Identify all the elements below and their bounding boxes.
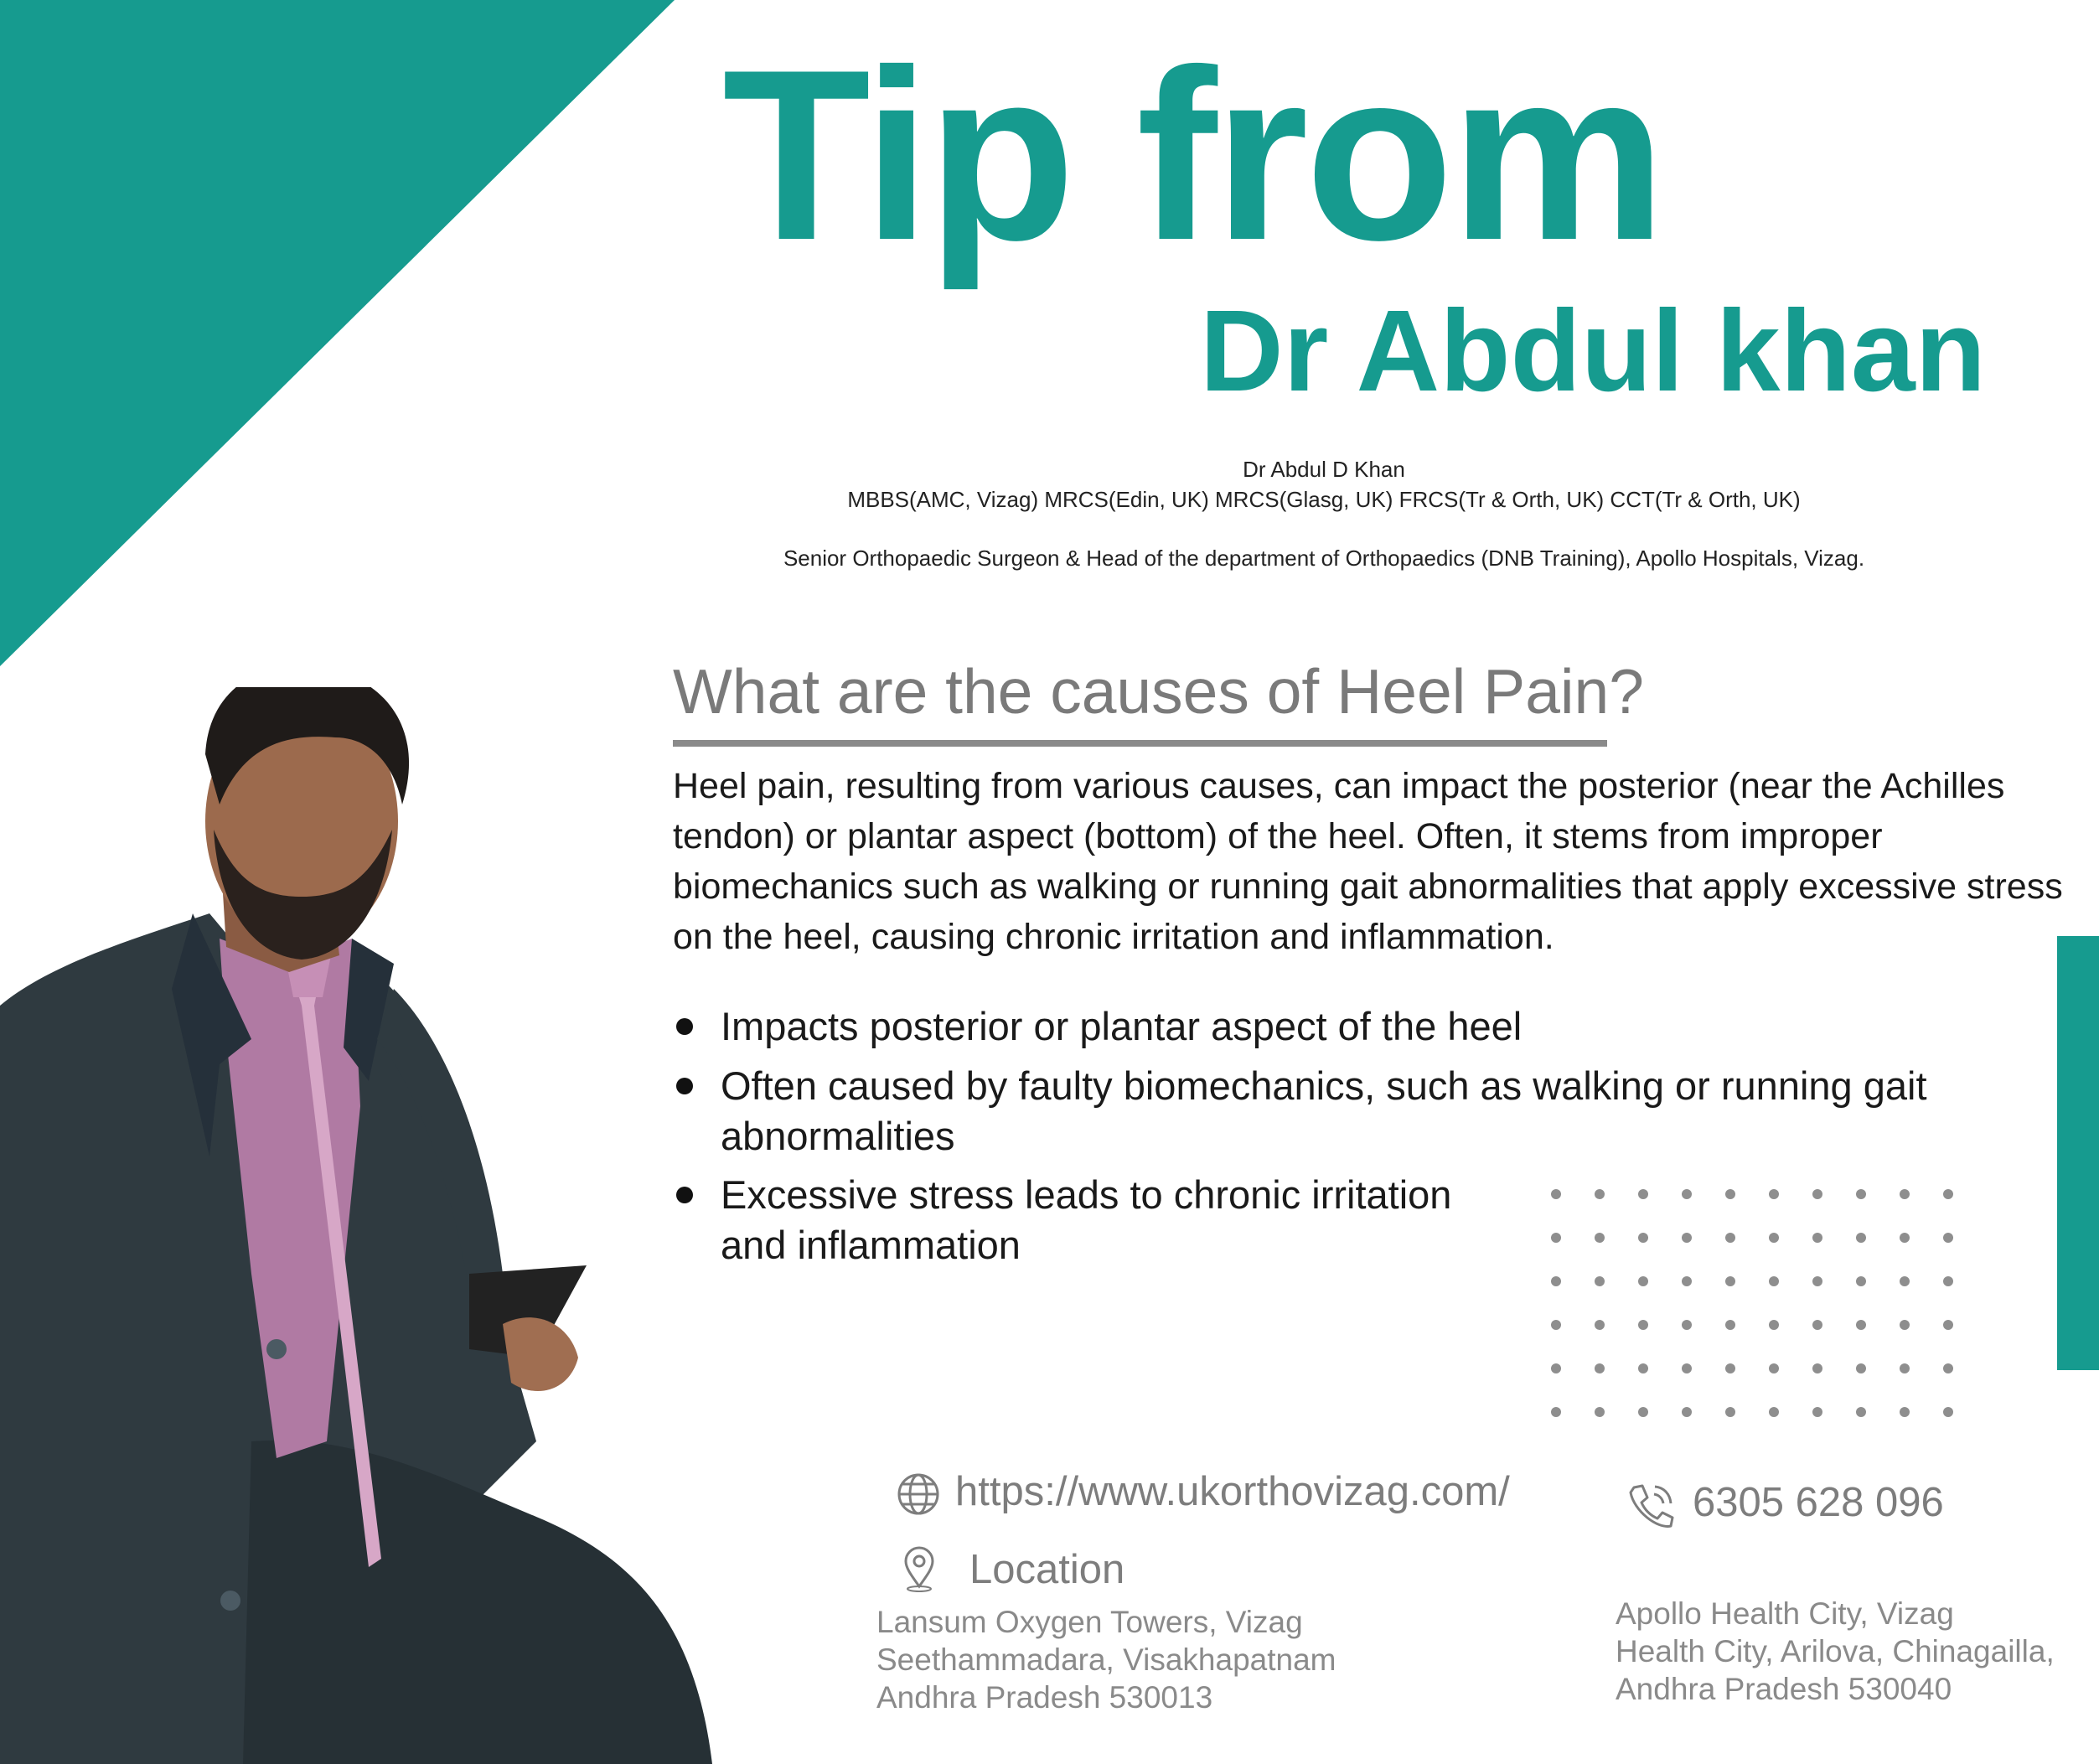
grid-dot bbox=[1725, 1189, 1735, 1199]
grid-dot bbox=[1682, 1320, 1692, 1330]
grid-dot bbox=[1769, 1233, 1779, 1243]
grid-dot bbox=[1638, 1363, 1648, 1373]
grid-dot bbox=[1943, 1233, 1953, 1243]
grid-dot bbox=[1943, 1276, 1953, 1286]
address-line: Andhra Pradesh 530040 bbox=[1616, 1672, 1952, 1706]
grid-dot bbox=[1812, 1233, 1822, 1243]
grid-dot bbox=[1551, 1363, 1561, 1373]
grid-dot bbox=[1769, 1407, 1779, 1417]
doctor-qualifications: MBBS(AMC, Vizag) MRCS(Edin, UK) MRCS(Glasg, UK) FRCS(Tr & Orth, UK) CCT(Tr & Orth, UK) bbox=[847, 487, 1801, 512]
grid-dot bbox=[1595, 1363, 1605, 1373]
title-line-1: Tip from bbox=[722, 19, 1663, 291]
grid-dot bbox=[1551, 1407, 1561, 1417]
grid-dot bbox=[1900, 1407, 1910, 1417]
grid-dot bbox=[1682, 1407, 1692, 1417]
grid-dot bbox=[1595, 1407, 1605, 1417]
phone-number[interactable]: 6305 628 096 bbox=[1693, 1480, 1944, 1525]
grid-dot bbox=[1551, 1189, 1561, 1199]
article-intro: Heel pain, resulting from various causes, can impact the posterior (near the Achilles tendon) or plantar aspect (bottom) of the heel. Often, it stems from improper biomechanics such as walking or running gait abnormalities that apply excessive stress on the heel, causing chronic irritation and inflammation. bbox=[673, 766, 2063, 957]
address-line: Apollo Health City, Vizag bbox=[1616, 1596, 1954, 1631]
grid-dot bbox=[1812, 1189, 1822, 1199]
grid-dot bbox=[1638, 1189, 1648, 1199]
grid-dot bbox=[1812, 1407, 1822, 1417]
map-pin-icon bbox=[901, 1544, 938, 1593]
globe-icon bbox=[895, 1471, 942, 1518]
doctor-name: Dr Abdul D Khan bbox=[1243, 457, 1405, 482]
grid-dot bbox=[1725, 1363, 1735, 1373]
doctor-role: Senior Orthopaedic Surgeon & Head of the department of Orthopaedics (DNB Training), Apollo Hospitals, Vizag. bbox=[783, 546, 1865, 571]
address-line: Health City, Arilova, Chinagailla, bbox=[1616, 1634, 2055, 1668]
address-line: Andhra Pradesh 530013 bbox=[876, 1680, 1213, 1715]
grid-dot bbox=[1682, 1189, 1692, 1199]
grid-dot bbox=[1638, 1276, 1648, 1286]
grid-dot bbox=[1682, 1233, 1692, 1243]
grid-dot bbox=[1812, 1320, 1822, 1330]
grid-dot bbox=[1682, 1363, 1692, 1373]
grid-dot bbox=[1900, 1276, 1910, 1286]
grid-dot bbox=[1769, 1363, 1779, 1373]
grid-dot bbox=[1812, 1276, 1822, 1286]
article-question: What are the causes of Heel Pain? bbox=[673, 656, 1644, 727]
grid-dot bbox=[1725, 1233, 1735, 1243]
grid-dot bbox=[1856, 1189, 1866, 1199]
dot-grid-decoration bbox=[1546, 1177, 1965, 1429]
grid-dot bbox=[1900, 1189, 1910, 1199]
grid-dot bbox=[1638, 1320, 1648, 1330]
grid-dot bbox=[1856, 1407, 1866, 1417]
grid-dot bbox=[1856, 1320, 1866, 1330]
title-line-2: Dr Abdul khan bbox=[1200, 287, 1986, 416]
accent-side-bar bbox=[2057, 936, 2099, 1370]
address-lansum bbox=[876, 1603, 1336, 1716]
grid-dot bbox=[1725, 1320, 1735, 1330]
grid-dot bbox=[1900, 1233, 1910, 1243]
grid-dot bbox=[1856, 1363, 1866, 1373]
grid-dot bbox=[1769, 1320, 1779, 1330]
grid-dot bbox=[1551, 1233, 1561, 1243]
grid-dot bbox=[1943, 1407, 1953, 1417]
grid-dot bbox=[1595, 1189, 1605, 1199]
grid-dot bbox=[1769, 1276, 1779, 1286]
address-apollo bbox=[1616, 1595, 2055, 1708]
grid-dot bbox=[1595, 1233, 1605, 1243]
grid-dot bbox=[1943, 1363, 1953, 1373]
website-link[interactable]: https://www.ukorthovizag.com/ bbox=[955, 1469, 1510, 1514]
bullet-text: Excessive stress leads to chronic irritation and inflammation bbox=[721, 1172, 1452, 1267]
bullet-text: Impacts posterior or plantar aspect of the heel bbox=[721, 1004, 1523, 1048]
grid-dot bbox=[1595, 1320, 1605, 1330]
address-line: Seethammadara, Visakhapatnam bbox=[876, 1642, 1336, 1677]
phone-icon bbox=[1624, 1481, 1676, 1533]
grid-dot bbox=[1682, 1276, 1692, 1286]
accent-triangle bbox=[0, 0, 675, 666]
location-label: Location bbox=[969, 1547, 1125, 1592]
grid-dot bbox=[1900, 1320, 1910, 1330]
grid-dot bbox=[1856, 1276, 1866, 1286]
grid-dot bbox=[1943, 1320, 1953, 1330]
grid-dot bbox=[1769, 1189, 1779, 1199]
grid-dot bbox=[1551, 1320, 1561, 1330]
grid-dot bbox=[1551, 1276, 1561, 1286]
grid-dot bbox=[1638, 1233, 1648, 1243]
address-line: Lansum Oxygen Towers, Vizag bbox=[876, 1605, 1303, 1639]
grid-dot bbox=[1725, 1276, 1735, 1286]
grid-dot bbox=[1595, 1276, 1605, 1286]
doctor-photo bbox=[0, 687, 737, 1764]
grid-dot bbox=[1725, 1407, 1735, 1417]
grid-dot bbox=[1943, 1189, 1953, 1199]
question-underline bbox=[673, 740, 1607, 747]
grid-dot bbox=[1638, 1407, 1648, 1417]
grid-dot bbox=[1856, 1233, 1866, 1243]
grid-dot bbox=[1900, 1363, 1910, 1373]
grid-dot bbox=[1812, 1363, 1822, 1373]
bullet-text: Often caused by faulty biomechanics, such as walking or running gait abnormalities bbox=[721, 1063, 1927, 1158]
